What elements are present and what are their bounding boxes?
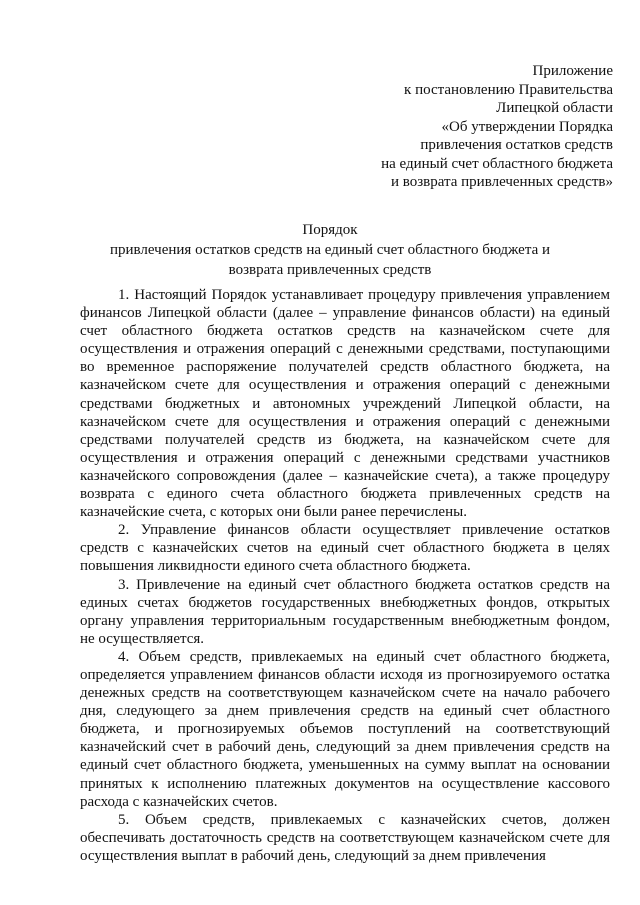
title-subtitle-line: привлечения остатков средств на единый счет областного бюджета и (109, 242, 551, 258)
title-subtitle-line: возврата привлеченных средств (228, 262, 432, 278)
appendix-line: к постановлению Правительства (404, 81, 613, 98)
appendix-line: «Об утверждении Порядка (441, 118, 613, 135)
appendix-line: и возврата привлеченных средств» (390, 174, 613, 190)
appendix-line: на единый счет областного бюджета (381, 155, 613, 172)
appendix-line: привлечения остатков средств (420, 137, 613, 153)
document-title (60, 220, 600, 280)
appendix-line: Приложение (532, 63, 613, 79)
appendix-header (381, 62, 613, 192)
paragraph-1: 1. Настоящий Порядок устанавливает процедуру привлечения управлением финансов Липецкой области (далее – управление финансов области) на единый счет областного бюджета остатков средств на казначейском счете для осуществления и отражения операций с денежными средствами, поступающими во временное распоряжение получателей средств областного бюджета, на казначейском счете для осуществления и отражения операций с денежными средствами бюджетных и автономных учреждений Липецкой области, на казначейском счете для осуществления и отражения операций с денежными средствами получателей средств из бюджета, на казначейском счете для осуществления и отражения операций с денежными средствами участников казначейского сопровождения (далее – казначейские счета), а также процедуру возврата с единого счета областного бюджета привлеченных средств на казначейские счета, с которых они были ранее перечислены. (80, 287, 610, 521)
paragraph-2: 2. Управление финансов области осуществляет привлечение остатков средств с казначейских счетов на единый счет областного бюджета в целях повышения ликвидности единого счета областного бюджета. (80, 522, 610, 575)
paragraph-4: 4. Объем средств, привлекаемых на единый счет областного бюджета, определяется управлением финансов области исходя из прогнозируемого остатка денежных средств на соответствующем казначейском счете на начало рабочего дня, следующего за днем привлечения средств на единый счет областного бюджета, и прогнозируемых объемов поступлений на соответствующий казначейский счет в рабочий день, следующий за днем привлечения средств на единый счет областного бюджета, уменьшенных на сумму выплат на основании принятых к исполнению платежных документов на осуществление кассового расхода с казначейских счетов. (80, 648, 610, 810)
paragraph-3: 3. Привлечение на единый счет областного бюджета остатков средств на единых счетах бюджетов государственных внебюджетных фондов, открытых органу управления территориальным государственным внебюджетным фондом, не осуществляется. (80, 576, 610, 647)
paragraph-5: 5. Объем средств, привлекаемых с казначейских счетов, должен обеспечивать достаточность средств на соответствующем казначейском счете для осуществления выплат в рабочий день, следующий за днем привлечения (80, 811, 610, 864)
appendix-line: Липецкой области (496, 100, 613, 116)
document-body (80, 286, 610, 865)
title-heading: Порядок (302, 222, 358, 238)
